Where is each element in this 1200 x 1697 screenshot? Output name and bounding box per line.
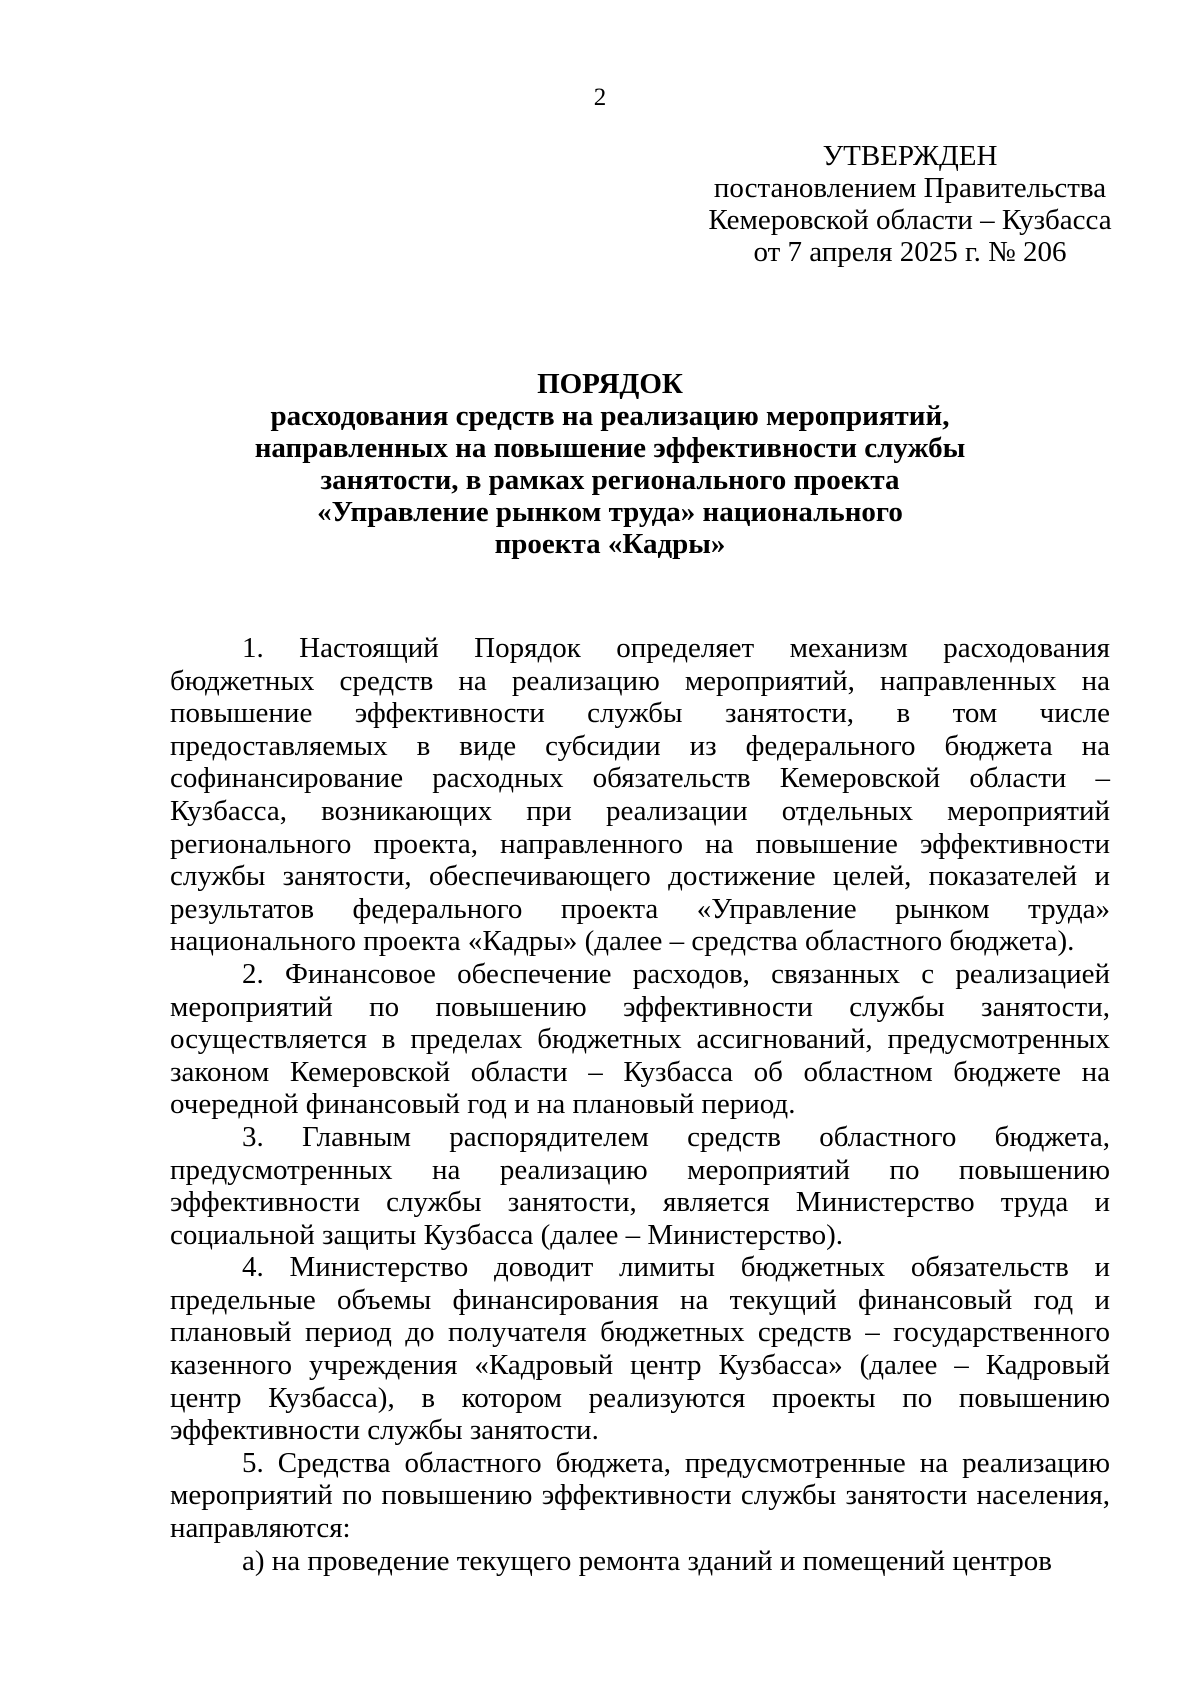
document-heading: ПОРЯДОК — [537, 368, 683, 400]
document-subtitle-line: расходования средств на реализацию мероприятий, — [270, 400, 950, 432]
page-number: 2 — [593, 84, 607, 111]
document-subtitle-line: направленных на повышение эффективности службы — [254, 432, 966, 464]
document-subtitle-line: проекта «Кадры» — [494, 528, 726, 560]
approval-region-line: Кемеровской области – Кузбасса — [708, 204, 1112, 236]
paragraph-4: 4. Министерство доводит лимиты бюджетных обязательств и предельные объемы финансирования на текущий финансовый год и плановый период до получателя бюджетных средств – государственного казенного учреждения «Кадровый центр Кузбасса» (далее – Кадровый центр Кузбасса), в котором реализуются проекты по повышению эффективности службы занятости. — [170, 1251, 1110, 1447]
document-subtitle-line: занятости, в рамках регионального проекта — [320, 464, 900, 496]
paragraph-5a: а) на проведение текущего ремонта зданий и помещений центров — [242, 1544, 1052, 1577]
document-title — [200, 368, 1020, 560]
paragraph-5: 5. Средства областного бюджета, предусмотренные на реализацию мероприятий по повышению эффективности службы занятости населения, направляются: — [170, 1446, 1110, 1545]
approval-decree-line: постановлением Правительства — [713, 172, 1107, 204]
paragraph-3: 3. Главным распорядителем средств областного бюджета, предусмотренных на реализацию мероприятий по повышению эффективности службы занятости, является Министерство труда и социальной защиты Кузбасса (далее – Министерство). — [170, 1120, 1110, 1251]
paragraph-2: 2. Финансовое обеспечение расходов, связанных с реализацией мероприятий по повышению эффективности службы занятости, осуществляется в пределах бюджетных ассигнований, предусмотренных законом Кемеровской области – Кузбасса об областном бюджете на очередной финансовый год и на плановый период. — [170, 957, 1110, 1121]
document-subtitle-line: «Управление рынком труда» национального — [317, 496, 903, 528]
approval-stamp — [700, 140, 1120, 268]
document-body — [170, 632, 1110, 1577]
approval-date-line: от 7 апреля 2025 г. № 206 — [753, 236, 1067, 268]
approval-title: УТВЕРЖДЕН — [822, 140, 998, 172]
paragraph-1: 1. Настоящий Порядок определяет механизм расходования бюджетных средств на реализацию мероприятий, направленных на повышение эффективности службы занятости, в том числе предоставляемых в виде субсидии из федерального бюджета на софинансирование расходных обязательств Кемеровской области – Кузбасса, возникающих при реализации отдельных мероприятий регионального проекта, направленного на повышение эффективности службы занятости, обеспечивающего достижение целей, показателей и результатов федерального проекта «Управление рынком труда» национального проекта «Кадры» (далее – средства областного бюджета). — [170, 632, 1110, 958]
